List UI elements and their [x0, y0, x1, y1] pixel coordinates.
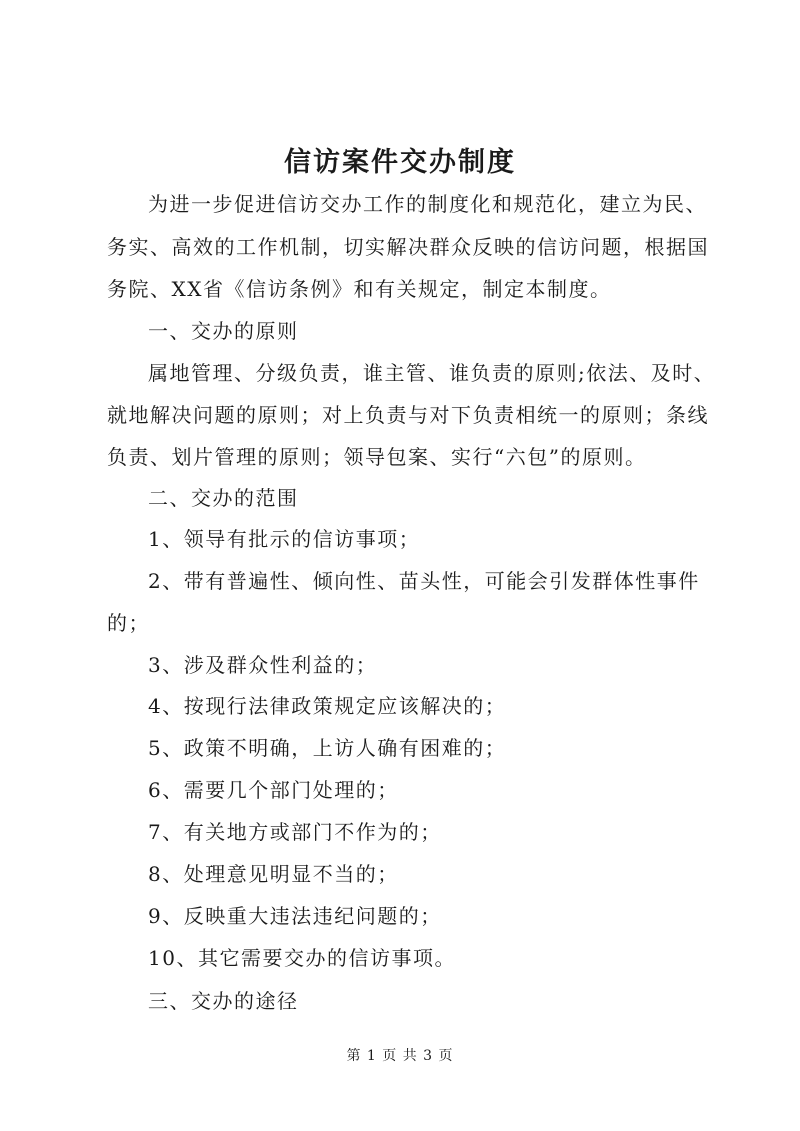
paragraph-line: 属地管理、分级负责，谁主管、谁负责的原则;依法、及时、 — [148, 361, 716, 385]
paragraph-line: 负责、划片管理的原则；领导包案、实行“六包”的原则。 — [107, 445, 647, 469]
list-item: 10、其它需要交办的信访事项。 — [148, 946, 456, 970]
list-item: 9、反映重大违法违纪问题的； — [148, 904, 442, 928]
list-item: 2、带有普遍性、倾向性、苗头性，可能会引发群体性事件 — [148, 569, 700, 593]
paragraph-line: 务院、XX省《信访条例》和有关规定，制定本制度。 — [107, 277, 612, 301]
list-item: 1、领导有批示的信访事项； — [148, 527, 421, 551]
paragraph-line: 务实、高效的工作机制，切实解决群众反映的信访问题，根据国 — [107, 235, 709, 259]
list-item: 3、涉及群众性利益的； — [148, 653, 378, 677]
page-number: 第 1 页 共 3 页 — [346, 1048, 454, 1064]
paragraph-line: 为进一步促进信访交办工作的制度化和规范化，建立为民、 — [148, 192, 707, 216]
list-item: 8、处理意见明显不当的； — [148, 862, 399, 886]
section-heading: 三、交办的途径 — [148, 989, 299, 1013]
document-title: 信访案件交办制度 — [284, 147, 516, 178]
list-item: 6、需要几个部门处理的； — [148, 778, 399, 802]
section-heading: 一、交办的原则 — [148, 319, 299, 343]
list-item: 5、政策不明确，上访人确有困难的； — [148, 736, 507, 760]
list-item: 4、按现行法律政策规定应该解决的； — [148, 694, 507, 718]
list-item: 7、有关地方或部门不作为的； — [148, 820, 442, 844]
paragraph-line: 就地解决问题的原则；对上负责与对下负责相统一的原则；条线 — [107, 403, 709, 427]
section-heading: 二、交办的范围 — [148, 486, 299, 510]
list-item-continuation: 的； — [107, 611, 150, 635]
